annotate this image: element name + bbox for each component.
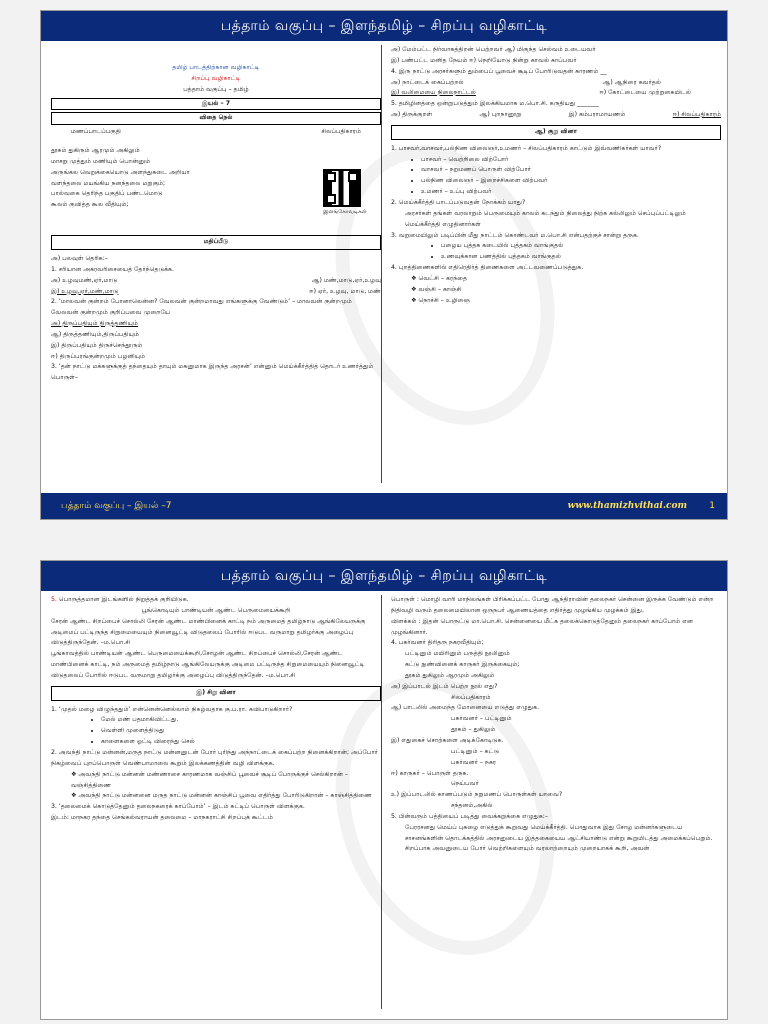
short-question-1: 1. பாசவர்,வாசவர்,பல்நிண விலைஞர்,உமணர் – சிலப்பதிகாரம் காட்டும் இவ்வணிகர்கள் யாவர்? [391, 144, 662, 152]
chapter-title: இயல் – 7 [51, 98, 381, 111]
list-item: ❖ அவந்தி நாட்டு மன்னனை மருத நாட்டு மன்னன் காஞ்சிப் பூவை எதிர்த்து போரிடுகிறான் – காஞ்சித்திணை [71, 792, 372, 800]
answer-text: பகர்வனர் – நகர [451, 758, 497, 766]
small-question-header: இ) சிறு வினா [51, 686, 381, 701]
list-item: • வாசவர் – நறுமணப் பொருள் விற்போர் [421, 165, 721, 176]
guide-title: தமிழ் பாடத்திற்கான வழிகாட்டி [172, 64, 260, 71]
list-item: • காளைகளை ஓட்டி விரைந்து செல் [101, 737, 381, 748]
question-5-answer: பூங்காவத்தில் பாண்டியன் ஆண்ட பெருமையைக்கூறி,சோழன் ஆண்ட சிறப்பைச் சொல்லி,சேரன் ஆண்ட மாண்பினைக் காட்டி, நம் அருமைத் தமிழ்நாடு ஆங்கிலேயருக்கு அடிமை பட்டிருந்த சிறுமையையும் நினைவூட்டி விடுதலைப் போரில் ஈடுபட வருமாறு தமிழர்க்கு அழைப்பு விடுத்திருந்தேன். –ம.பொ.சி [51, 650, 365, 679]
answer-text: இடம்: மாநகர தந்தை செங்கல்வராயன் தலைமை – மாநகராட்சி சிறப்புக் கூட்டம் [51, 814, 273, 822]
list-item: • பழைய புத்தக கடையில் புத்தகம் வாங்குதல் [441, 241, 721, 252]
page-banner: பத்தாம் வகுப்பு – இளந்தமிழ் – சிறப்பு வழிகாட்டி [41, 11, 727, 41]
evaluation-header: மதிப்பீடு [51, 235, 381, 250]
page-banner: பத்தாம் வகுப்பு – இளந்தமிழ் – சிறப்பு வழிகாட்டி [41, 561, 727, 591]
list-item: • வெள்ளி முளைத்திடுது [101, 726, 381, 737]
option: அ) திருக்குறள் [391, 111, 433, 119]
qr-code-icon [323, 169, 361, 207]
option: ஈ) ஏர், உழவு, மாடு, மண் [309, 287, 381, 295]
option: அ) உழவுமண்,ஏர்,மாடு [51, 276, 118, 284]
question-5-text: சேரன் ஆண்ட சிறப்பைச் சொல்லி சேரன் ஆண்ட மாண்பினைக் காட்டி நம் அருமைத் தமிழ்நாடு ஆங்கிலேயருக்கு அடிமைப் பட்டிருந்த சிறுமையையும் நினைவூட்டி விடுதலைப் போரில் ஈடுபட வருமாறு தமிழர்க்கு அழைப்பு விடுத்திருந்தேன். –ம.பொ.சி [51, 617, 366, 647]
footer-class-label: பத்தாம் வகுப்பு – இயல் –7 [61, 501, 172, 511]
right-column [391, 595, 721, 855]
poem-line: வளந்தலை மயங்கிய நனந்தலை மறுகும்; [51, 179, 166, 187]
poem-line: பட்டினும் மயிரினும் பருத்தி நூலினும் [405, 650, 510, 658]
answer-explanation: விளக்கம் : இதன் பொருட்டு மா.பொ.சி. சென்னையை மீட்க தலைக்கொடுத்தேனும் தலைநகர் காப்போம் என முழங்கினார். [391, 617, 694, 636]
small-question-1: 1. ‘முதல் மழை விழுந்ததும்’ என்னென்னெல்லாம் நிகழ்வதாக கு.ப.ரா. கவிபாடுகிறார்? [51, 705, 293, 713]
option: ஈ) திருப்பரங்குன்றமும் பழனியும் [51, 352, 146, 360]
option-line: இ) பண்பட்ட மனித நேயம் ஈ) நெறியோடு நின்று காவல் காப்பவர் [391, 56, 577, 64]
poem-line: அருங்கல வெறுக்கையொடு அளந்துகடை அறியா [51, 168, 190, 176]
options-row [51, 287, 381, 298]
option-answer: அ) திருப்பதியும் திருத்தணியும் [51, 320, 138, 328]
option-answer: இ) உழவு,ஏர்,மண்,மாடு [51, 287, 119, 295]
sub-question: ஈ) காருகர் – பொருள் தருக. [391, 769, 469, 777]
option: ஆ) மண்,மாடு,ஏர்,உழவு [311, 276, 381, 284]
list-item: • உமணர் – உப்பு விற்பவர் [421, 187, 721, 198]
list-item: • பாசவர் – வெற்றிலை விற்போர் [421, 155, 721, 166]
question-4: 4. பகர்வனர் திரிதரு நகரவீதியும்; [391, 639, 484, 647]
section-a-title: அ) பலவுள் தெரிக:– [51, 254, 108, 262]
option-answer: ஈ) சிலப்பதிகாரம் [672, 111, 721, 119]
document-page-2 [40, 560, 728, 1020]
right-column [391, 45, 721, 306]
list-item: ❖ நொச்சி – உழிஞை [411, 296, 471, 304]
left-column [51, 595, 381, 824]
guide-subtitle: சிறப்பு வழிகாட்டி [191, 74, 241, 82]
answer-list [391, 155, 721, 198]
poem-line: தூசும் துகிரும் ஆரமும் அகிலும் [51, 147, 140, 155]
footer-website: www.thamizhvithai.com [567, 501, 687, 511]
answer-text: சந்தனம்,அகில் [451, 802, 493, 810]
question-1: 1. சரியான அகரவரிசையைத் தேர்ந்தெடுக்க. [51, 265, 174, 273]
list-item: • மேல் மண் பதமாகிவிட்டது. [101, 715, 381, 726]
sub-question: ஆ) பாடலில் அமைந்த மோனையை எடுத்து எழுதுக. [391, 704, 540, 712]
sub-question: அ) இப்பாடல் இடம் பெற்ற நூல் எது? [391, 682, 498, 690]
options-row [51, 276, 381, 287]
answer-text: அரசர்கள் தங்கள் வரலாறும் பெருமையும் காலம் கடந்தும் நிலைத்து நிற்க கல்லிலும் செப்புப்பட்டிலும் மெய்க்கீர்த்தி எழுதினார்கள் [405, 209, 686, 228]
options-row [391, 78, 721, 89]
question-2: 2. ‘மாலவன் குன்றம் போனாலென்ன? வேலவன் குன்றமாவது எங்களுக்கு வேண்டும்’ – மாலவன் குன்றமும் வேலவன் குன்றமும் குறிப்பவை முறையே [51, 298, 352, 317]
option: இ) கம்பராமாயணம் [568, 111, 626, 119]
lesson-title: விதை நெல் [51, 112, 381, 125]
small-question-2: 2. அவந்தி நாட்டு மன்னன்,மருத நாட்டு மன்னனுடன் போர் புரிந்து அந்நாட்டைக் கைப்பற்ற நினைக்கிறான்; அப்போர் நிகழ்வைப் புறப்பொருள் வெண்பாமாலை கூறும் இலக்கணத்தின் வழி விளக்குக. [51, 748, 378, 767]
list-item: • பல்நிண விலைஞர் – இறைச்சிகளை விற்பவர் [421, 176, 721, 187]
short-question-4: 4. புறத்திணைகளில் எதிரெதிர்த் திணைகளை அட்டவணைப்படுத்துக. [391, 264, 584, 272]
answer-meaning: பொருள் : மொழி வாரி மாநிலங்கள் பிரிக்கப்பட்ட போது ஆந்திராவின் தலைநகர் சென்னை இருக்க வேண்டும் என்ற நிதிவழி வரும் தலைமையிலான ஒருநபர் ஆணையத்தை எதிர்த்து முழங்கிய முழக்கம் இது. [391, 596, 714, 614]
qr-code-block [323, 169, 367, 216]
document-page-1 [40, 10, 728, 520]
question-5-sub: பூங்கொடியும் பாண்டியன் ஆண்ட பெருமையைக்கூறி [141, 606, 291, 614]
option: ஆ) புறநானூறு [479, 111, 522, 119]
option-line: அ) மேம்பட்ட நிர்வாகத்திறன் பெற்றவர் ஆ) மிகுந்த செல்வம் உடையவர் [391, 46, 596, 53]
answer-text: சிலப்பதிகாரம் [451, 693, 491, 701]
paragraph: பேரரசனது மெய்ப் புகழை எடுத்துக் கூறுவது மெய்க்கீர்த்தி. பொதுவாக இது சோழ மன்னர்களுடைய சாசனங்களின் தொடக்கத்தில் அரசனுடைய இத்தகையைய ஆட்சியாண்டு என்று கூறுமிடத்து அமைக்கப்பெறும். சிறப்பாக அவனுடைய போர் வெற்றிகளையும் வரலாற்றையும் முறையாகக் கூறி, அவன் [405, 823, 713, 853]
memory-section-label: மணப்பாடப்பகுதி [71, 128, 121, 136]
class-title: பத்தாம் வகுப்பு – தமிழ் [183, 85, 249, 93]
question-5: 5. பொருத்தமான இடங்களில் நிறுத்தக் குறியிடுக. [51, 596, 189, 603]
answer-text: பகர்வனர் – பட்டினும் [451, 715, 512, 723]
list-item: • உணவுக்கான பணத்தில் புத்தகம் வாங்குதல் [441, 252, 721, 263]
question-5: 5. தமிழினத்தை ஒன்றுபடுத்தும் இலக்கியமாக ம.பொ.சி. கருதியது _______ [391, 100, 599, 108]
poem-line: கட்டு நுண்வினைக் காருகர் இருக்கையும்; [405, 661, 520, 669]
short-question-2: 2. மெய்க்கீர்த்தி பாடப்படுவதன் நோக்கம் யாது? [391, 198, 526, 206]
question-4: 4. இரு நாட்டு அரசர்களும் தும்பைப் பூவைச் சூடிப் போரிடுவதன் காரணம் __ [391, 67, 607, 75]
option: ஆ) திருத்தணியும்,திருப்பதியும் [51, 330, 139, 338]
column-divider [381, 595, 382, 1009]
option: ஈ) கோட்டையை முற்றுகையிடல் [599, 89, 691, 97]
list-item: ❖ அவந்தி நாட்டு மன்னன் மண்ணாசை காரணமாக வஞ்சிப் பூவைச் சூடிப் போருக்குச் செல்கிறான் – வஞ்சித்திணை [71, 770, 349, 789]
short-answer-header: ஆ) குறு வினா [391, 125, 721, 140]
column-divider [381, 45, 382, 483]
answer-list [51, 715, 381, 748]
options-row [391, 110, 721, 121]
question-5: 5. பின்வரும் பத்தியைப் படித்து வைக்கறுக்கை எழுதுக:– [391, 812, 548, 820]
option: அ) நாட்டைக் கைப்பற்றல் [391, 78, 464, 86]
source-label: சிலப்பதிகாரம் [321, 128, 361, 136]
poem-line: தூசும் துகிலும் ஆரமும் அகிலும் [405, 671, 495, 679]
answer-list [391, 241, 721, 263]
short-question-3: 3. வறுமையிலும் படிப்பின் மீது நாட்டம் கொண்டவர் ம.பொ.சி என்பதற்குச் சான்று தருக. [391, 231, 639, 239]
question-3: 3. ‘தன் நாட்டு மக்களுக்குத் தந்தையும் தாயும் மகனுமாக இருந்த அரசன்’ என்னும் மெய்க்கீர்த்தித் தொடர் உணர்த்தும் பொருள்– [51, 363, 374, 382]
option-answer: இ) வலிமையை நிலைநாட்டல் [391, 89, 476, 97]
sub-question: உ) இப்பாடலில் காணப்படும் நறுமணப் பொருள்கள் யாவை? [391, 791, 563, 799]
list-item: ❖ வெட்சி – கரந்தை [411, 274, 468, 282]
list-item: ❖ வஞ்சி – காஞ்சி [411, 285, 462, 293]
answer-text: நெய்பவர் [451, 780, 479, 788]
sub-question: இ) எதுகைச் சொற்களை அடிக்கோடிடுக. [391, 736, 504, 744]
page-footer [41, 493, 727, 519]
author-name: இளங்கோவடிகள் [323, 209, 367, 215]
page-number: 1 [709, 501, 715, 511]
option: இ) திருப்பதியும் திருச்செந்தூரும் [51, 341, 143, 349]
poem-line: கூலம் குவித்த கூல வீதியும்; [51, 201, 129, 209]
poem-line: மாசறு முத்தும் மணியும் பொன்னும் [51, 157, 151, 165]
section-header-row [51, 127, 381, 138]
option: ஆ) ஆநிரை கவர்தல் [602, 78, 661, 86]
answer-text: பட்டினும் – கட்டு [451, 747, 500, 755]
poem-line: பால்வகை தெரிந்த பகுதிப் பண்டமொடு [51, 190, 163, 198]
options-row [391, 88, 721, 99]
answer-text: தூசும் – துகிலும் [451, 726, 496, 734]
small-question-3: 3. ‘தலைமைக் கொடுத்தேனும் தலைநகரைக் காப்போம்’ – இடம் சுட்டிப் பொருள் விளக்குக. [51, 803, 305, 811]
